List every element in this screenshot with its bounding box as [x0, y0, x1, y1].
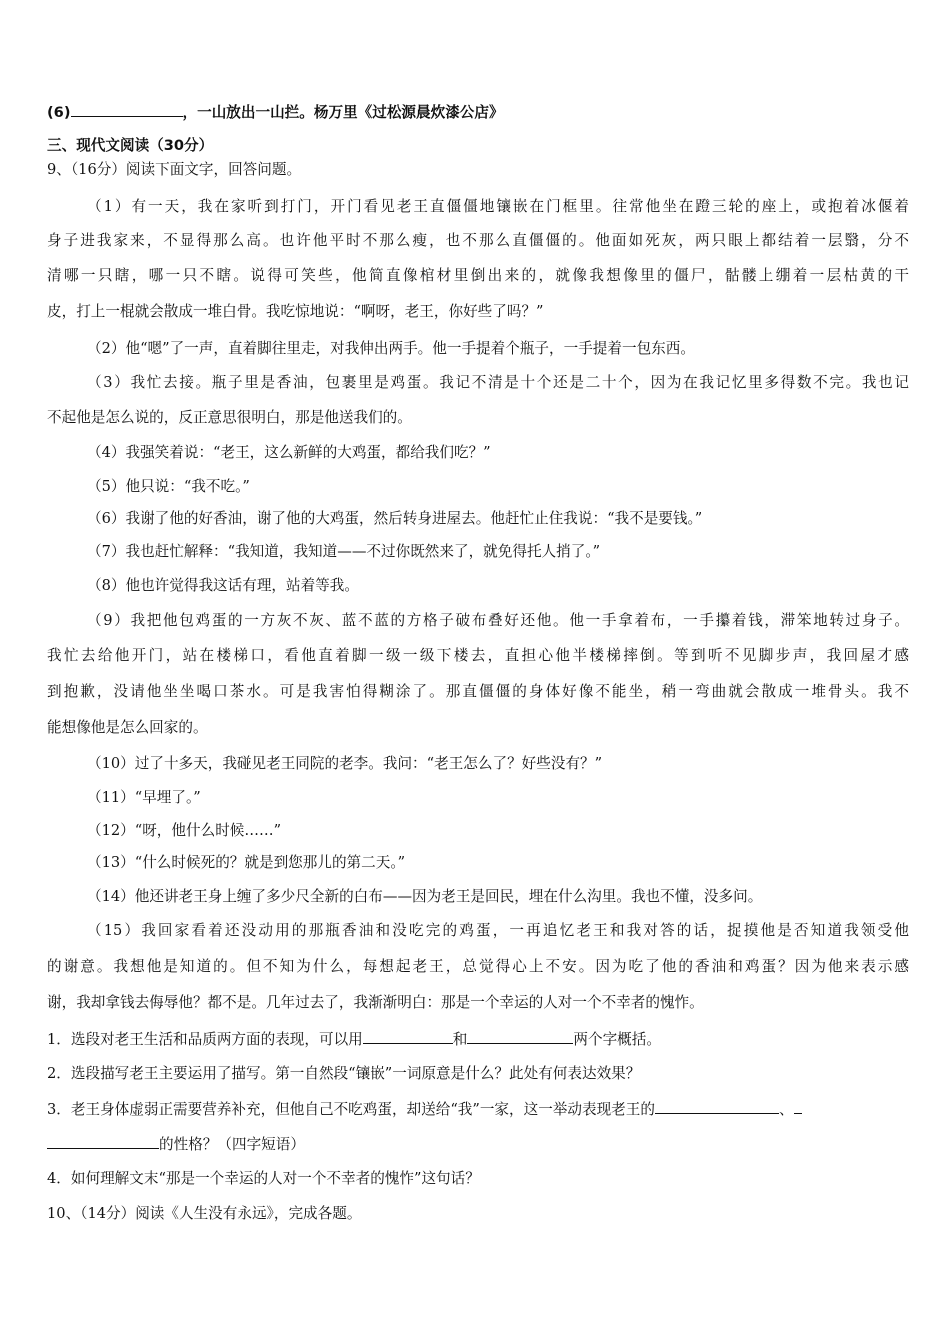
q9-p2: （2）他“嗯”了一声，直着脚往里走，对我伸出两手。他一手提着个瓶子，一手提着一包东西。 [87, 340, 695, 357]
q9-subq1-text-b: 和 [452, 1031, 468, 1048]
q9-subq3-text-c: 的性格？（四字短语） [159, 1136, 305, 1153]
q9-subq1-blank1[interactable] [363, 1029, 453, 1044]
q9-subq1 [47, 1029, 661, 1050]
q9-p9-line3: 到抱歉，没请他坐坐喝口茶水。可是我害怕得糊涂了。那直僵僵的身体好像不能坐，稍一弯曲就会散成一堆骨头。我不 [47, 683, 909, 700]
q9-p14: （14）他还讲老王身上缠了多少尺全新的白布——因为老王是回民，埋在什么沟里。我也不懂，没多问。 [87, 888, 763, 905]
q9-p6: （6）我谢了他的好香油，谢了他的大鸡蛋，然后转身进屋去。他赶忙止住我说：“我不是要钱。” [87, 510, 703, 527]
q9-p15-line2: 的谢意。我想他是知道的。但不知为什么，每想起老王，总觉得心上不安。因为吃了他的香油和鸡蛋？因为他来表示感 [47, 958, 909, 975]
q9-p3-line1: （3）我忙去接。瓶子里是香油，包裹里是鸡蛋。我记不清是十个还是二十个，因为在我记忆里多得数不完。我也记 [87, 374, 909, 391]
section3-title: 三、现代文阅读（30分） [47, 137, 214, 154]
q9-subq1-text-a: 1．选段对老王生活和品质两方面的表现，可以用 [47, 1031, 363, 1048]
q9-p1-line3: 清哪一只瞎，哪一只不瞎。说得可笑些，他简直像棺材里倒出来的，就像我想像里的僵尸，骷髅上绷着一层枯黄的干 [47, 267, 909, 284]
q9-p9-line2: 我忙去给他开门，站在楼梯口，看他直着脚一级一级下楼去，直担心他半楼梯摔倒。等到听不见脚步声，我回屋才感 [47, 647, 909, 664]
q9-p15-line3: 谢，我却拿钱去侮辱他？都不是。几年过去了，我渐渐明白：那是一个幸运的人对一个不幸者的愧怍。 [47, 994, 704, 1011]
q9-subq1-blank2[interactable] [467, 1029, 573, 1044]
q9-p12: （12）“呀，他什么时候……” [87, 822, 282, 839]
q9-p7: （7）我也赶忙解释：“我知道，我知道——不过你既然来了，就免得托人捎了。” [87, 543, 601, 560]
q9-p1-line4: 皮，打上一棍就会散成一堆白骨。我吃惊地说：“啊呀，老王，你好些了吗？” [47, 303, 544, 320]
q9-subq3-line2 [47, 1134, 305, 1155]
q9-subq2: 2．选段描写老王主要运用了描写。第一自然段“镶嵌”一词原意是什么？此处有何表达效果？ [47, 1065, 641, 1082]
q6-suffix: ，一山放出一山拦。杨万里《过松源晨炊漆公店》 [182, 104, 504, 121]
q9-header: 9、（16分）阅读下面文字，回答问题。 [47, 161, 302, 178]
q9-subq3-blank2[interactable] [47, 1134, 159, 1149]
q10-header: 10、（14分）阅读《人生没有永远》，完成各题。 [47, 1205, 362, 1222]
q9-subq3-blank1[interactable] [655, 1099, 779, 1114]
q6-prefix: (6) [47, 104, 71, 121]
q9-subq3-text-b: 、 [778, 1101, 794, 1118]
q6-line [47, 102, 504, 123]
q9-subq4: 4．如何理解文末“那是一个幸运的人对一个不幸者的愧怍”这句话？ [47, 1170, 480, 1187]
q9-subq3-blank2-start[interactable] [794, 1099, 802, 1114]
q9-p1-line1: （1）有一天，我在家听到打门，开门看见老王直僵僵地镶嵌在门框里。往常他坐在蹬三轮的座上，或抱着冰偃着 [87, 198, 909, 215]
q6-answer-blank[interactable] [71, 102, 183, 117]
q9-p1-line2: 身子进我家来，不显得那么高。也许他平时不那么瘦，也不那么直僵僵的。他面如死灰，两只眼上都结着一层翳，分不 [47, 232, 909, 249]
q9-p9-line4: 能想像他是怎么回家的。 [47, 719, 208, 736]
q9-subq1-text-c: 两个字概括。 [573, 1031, 661, 1048]
q9-p10: （10）过了十多天，我碰见老王同院的老李。我问：“老王怎么了？好些没有？” [87, 755, 603, 772]
q9-p5: （5）他只说：“我不吃。” [87, 478, 250, 495]
q9-p8: （8）他也许觉得我这话有理，站着等我。 [87, 577, 359, 594]
q9-subq3-line1 [47, 1099, 802, 1120]
q9-p13: （13）“什么时候死的？就是到您那儿的第二天。” [87, 854, 406, 871]
q9-p9-line1: （9）我把他包鸡蛋的一方灰不灰、蓝不蓝的方格子破布叠好还他。他一手拿着布，一手攥着钱，滞笨地转过身子。 [87, 612, 909, 629]
q9-p4: （4）我强笑着说：“老王，这么新鲜的大鸡蛋，都给我们吃？” [87, 444, 491, 461]
q9-subq3-text-a: 3．老王身体虚弱正需要营养补充，但他自己不吃鸡蛋，却送给“我”一家，这一举动表现老王的 [47, 1101, 655, 1118]
q9-p3-line2: 不起他是怎么说的，反正意思很明白，那是他送我们的。 [47, 409, 412, 426]
q9-p15-line1: （15）我回家看着还没动用的那瓶香油和没吃完的鸡蛋，一再追忆老王和我对答的话，捉摸他是否知道我领受他 [87, 922, 909, 939]
q9-p11: （11）“早埋了。” [87, 789, 201, 806]
